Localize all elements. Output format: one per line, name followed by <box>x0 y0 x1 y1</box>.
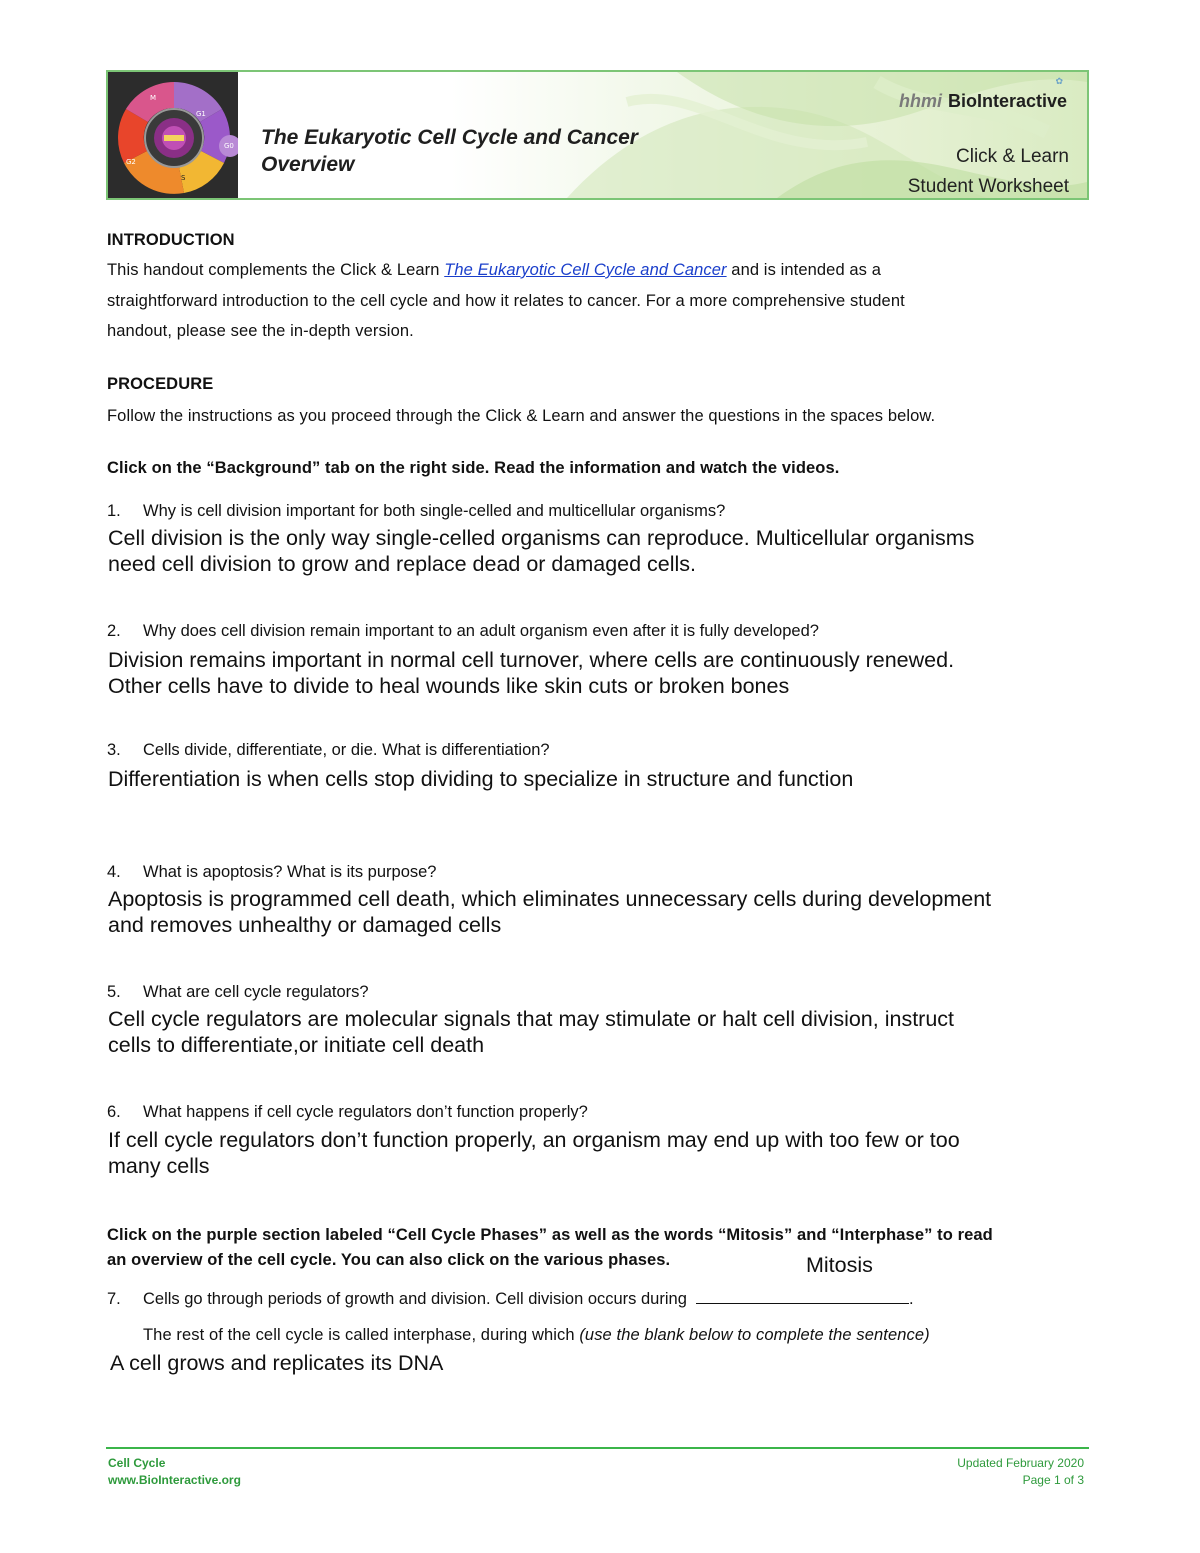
question-4-number: 4. <box>107 863 121 881</box>
answer-3-line-1: Differentiation is when cells stop dividing to specialize in structure and function <box>108 767 854 791</box>
footer-page-number: Page 1 of 3 <box>1022 1473 1084 1487</box>
answer-1-line-1: Cell division is the only way single-celled organisms can reproduce. Multicellular organisms <box>108 526 975 550</box>
cycle-label-g0: G0 <box>224 142 234 150</box>
procedure-heading: PROCEDURE <box>107 375 214 393</box>
instruction-background: Click on the “Background” tab on the right side. Read the information and watch the videos. <box>107 459 840 477</box>
question-2-text: Why does cell division remain important to an adult organism even after it is fully developed? <box>143 622 819 640</box>
document-title-line2: Overview <box>261 153 355 176</box>
question-6 <box>107 1103 588 1122</box>
answer-6[interactable] <box>108 1127 960 1179</box>
question-4 <box>107 863 436 882</box>
brand-badge-icon: ✿ <box>1055 76 1063 86</box>
question-3-number: 3. <box>107 741 121 759</box>
intro-line-1 <box>107 261 881 280</box>
answer-7-blank-value[interactable]: Mitosis <box>806 1253 873 1277</box>
answer-7[interactable]: A cell grows and replicates its DNA <box>110 1351 444 1375</box>
question-7 <box>107 1289 914 1309</box>
question-3-text: Cells divide, differentiate, or die. What is differentiation? <box>143 741 550 759</box>
answer-1-line-2: need cell division to grow and replace dead or damaged cells. <box>108 552 697 576</box>
question-7-rest <box>143 1326 930 1345</box>
answer-1[interactable] <box>108 525 974 577</box>
instruction-cell-cycle-phases-line-1: Click on the purple section labeled “Cell Cycle Phases” as well as the words “Mitosis” and “Interphase” to read <box>107 1226 993 1244</box>
answer-2-line-2: Other cells have to divide to heal wounds like skin cuts or broken bones <box>108 674 790 698</box>
instruction-cell-cycle-phases-line-2: an overview of the cell cycle. You can also click on the various phases. <box>107 1251 671 1269</box>
brand-hhmi: hhmi <box>898 91 942 111</box>
answer-5[interactable] <box>108 1006 954 1058</box>
question-7-text: Cells go through periods of growth and division. Cell division occurs during <box>143 1290 687 1308</box>
product-label-line2: Student Worksheet <box>907 176 1069 197</box>
click-learn-link[interactable]: The Eukaryotic Cell Cycle and Cancer <box>444 261 727 279</box>
answer-4[interactable] <box>108 886 991 938</box>
question-3 <box>107 741 550 760</box>
question-1-text: Why is cell division important for both single-celled and multicellular organisms? <box>143 502 726 520</box>
question-2-number: 2. <box>107 622 121 640</box>
question-7-number: 7. <box>107 1290 121 1308</box>
brand-logo <box>899 91 1067 112</box>
cell-cycle-diagram-image <box>108 72 238 198</box>
question-1-number: 1. <box>107 502 121 520</box>
intro-line-1-pre: This handout complements the Click & Learn <box>107 261 445 279</box>
document-title-line1: The Eukaryotic Cell Cycle and Cancer <box>261 126 638 149</box>
answer-2-line-1: Division remains important in normal cell turnover, where cells are continuously renewed. <box>108 648 955 672</box>
intro-line-2: straightforward introduction to the cell cycle and how it relates to cancer. For a more comprehensive student <box>107 292 905 310</box>
product-label-line1: Click & Learn <box>956 146 1069 167</box>
cycle-label-m: M <box>150 94 157 102</box>
question-7-rest-text: The rest of the cell cycle is called interphase, during which <box>143 1326 580 1344</box>
cycle-label-s: S <box>181 174 186 182</box>
cycle-label-g1: G1 <box>196 110 206 118</box>
answer-6-line-2: many cells <box>108 1154 210 1178</box>
question-1 <box>107 502 725 521</box>
intro-line-1-post: and is intended as a <box>726 261 881 279</box>
footer-topic: Cell Cycle <box>108 1456 166 1470</box>
footer-website-link[interactable]: www.BioInteractive.org <box>108 1473 241 1487</box>
answer-4-line-1: Apoptosis is programmed cell death, which eliminates unnecessary cells during development <box>108 887 992 911</box>
document-title <box>261 124 638 178</box>
answer-6-line-1: If cell cycle regulators don’t function properly, an organism may end up with too few or too <box>108 1128 960 1152</box>
question-7-rest-instruction: (use the blank below to complete the sentence) <box>579 1326 930 1344</box>
cell-cycle-icon <box>108 72 238 198</box>
footer-divider <box>106 1447 1089 1449</box>
header-banner <box>106 70 1089 200</box>
footer-updated: Updated February 2020 <box>957 1456 1084 1470</box>
intro-line-3: handout, please see the in-depth version. <box>107 322 414 340</box>
question-5-number: 5. <box>107 983 121 1001</box>
answer-5-line-1: Cell cycle regulators are molecular signals that may stimulate or halt cell division, instruct <box>108 1007 955 1031</box>
intro-heading: INTRODUCTION <box>107 231 235 249</box>
answer-2[interactable] <box>108 647 954 699</box>
product-label <box>908 142 1069 200</box>
brand-name: BioInteractive <box>947 91 1067 111</box>
answer-3[interactable] <box>108 766 853 792</box>
answer-5-line-2: cells to differentiate,or initiate cell death <box>108 1033 485 1057</box>
procedure-line-1: Follow the instructions as you proceed through the Click & Learn and answer the questions in the spaces below. <box>107 407 936 425</box>
question-5 <box>107 983 369 1002</box>
answer-7-blank-line[interactable] <box>696 1289 909 1304</box>
question-6-number: 6. <box>107 1103 121 1121</box>
answer-4-line-2: and removes unhealthy or damaged cells <box>108 913 502 937</box>
question-2 <box>107 622 819 641</box>
question-7-end: . <box>909 1290 914 1308</box>
cycle-label-g2: G2 <box>126 158 136 166</box>
question-6-text: What happens if cell cycle regulators don’t function properly? <box>143 1103 588 1121</box>
question-5-text: What are cell cycle regulators? <box>143 983 369 1001</box>
question-4-text: What is apoptosis? What is its purpose? <box>143 863 437 881</box>
